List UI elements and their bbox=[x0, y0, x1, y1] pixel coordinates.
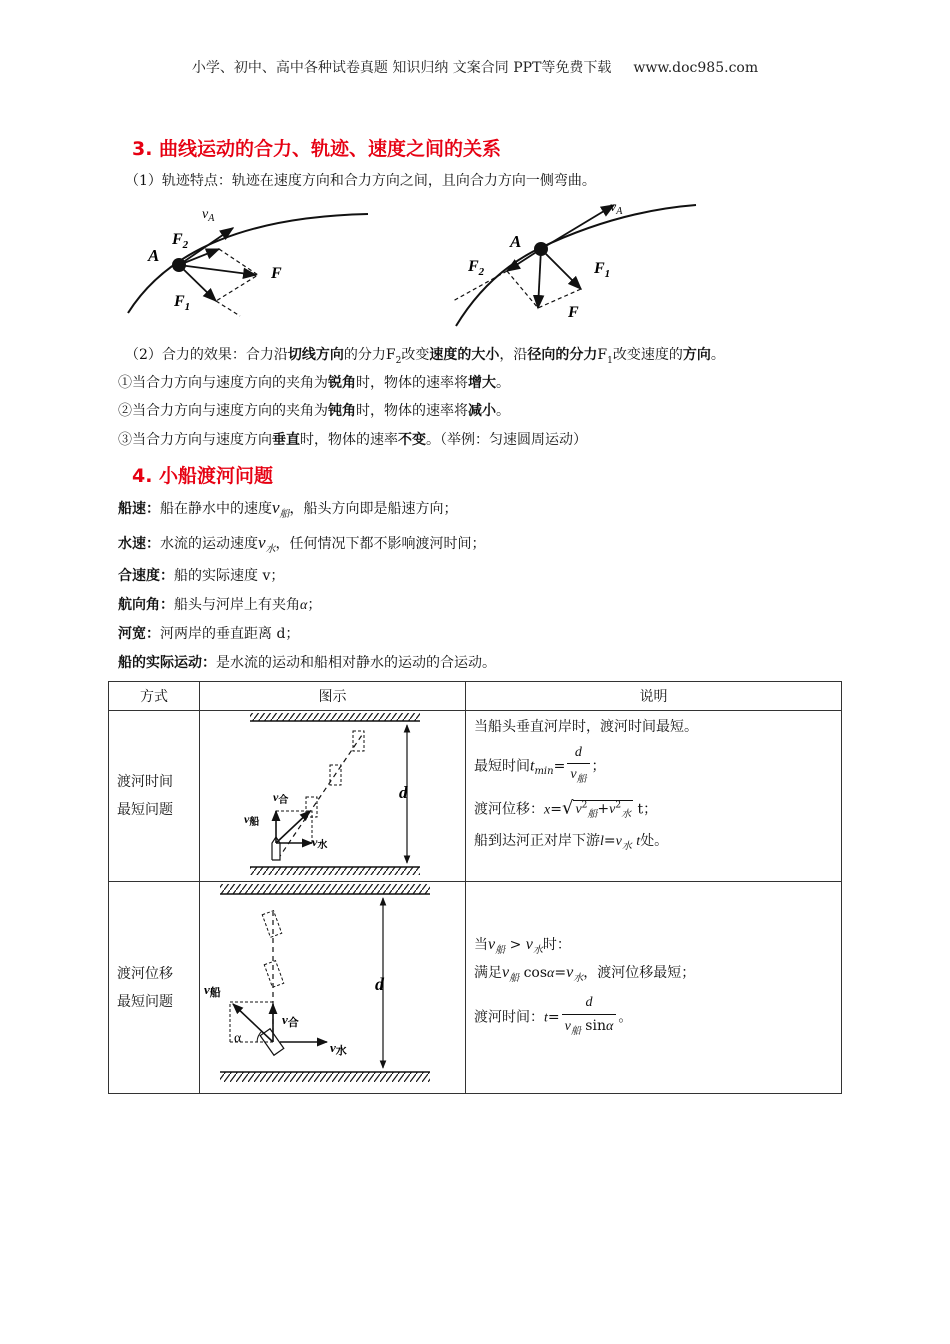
far-bank bbox=[250, 713, 420, 721]
section3-line1: ①当合力方向与速度方向的夹角为锐角时，物体的速率将增大。 bbox=[118, 375, 510, 391]
shortest-displacement-diagram bbox=[200, 882, 465, 1089]
def-river-width: 河宽：河两岸的垂直距离 d； bbox=[118, 626, 300, 642]
section3-p1: （1）轨迹特点：轨迹在速度方向和合力方向之间，且向合力方向一侧弯曲。 bbox=[125, 173, 596, 189]
figure-right bbox=[448, 193, 703, 328]
label-v-shui: v水 bbox=[312, 835, 328, 851]
def-water-speed: 水速：水流的运动速度$v_水$，任何情况下都不影响渡河时间； bbox=[118, 533, 486, 555]
river-crossing-table bbox=[108, 681, 842, 1094]
f2-arrow bbox=[507, 249, 541, 271]
near-bank bbox=[220, 1072, 430, 1082]
header-figure: 图示 bbox=[200, 682, 466, 711]
label-va: $v_A$ bbox=[610, 200, 623, 217]
label-a: A bbox=[148, 246, 160, 265]
label-v-he: v合 bbox=[273, 790, 289, 806]
label-f: F bbox=[568, 304, 579, 321]
label-f2: $F_2$ bbox=[468, 258, 485, 278]
label-f: F bbox=[271, 265, 282, 282]
header-explain: 说明 bbox=[466, 682, 842, 711]
label-v-shui: v水 bbox=[330, 1040, 347, 1057]
row2-figure bbox=[200, 882, 466, 1094]
row1-figure bbox=[200, 711, 466, 882]
f1-arrow bbox=[541, 249, 581, 289]
label-a: A bbox=[510, 232, 522, 251]
boat-ghost bbox=[264, 961, 283, 988]
label-f1: $F_1$ bbox=[174, 293, 191, 313]
label-f2: $F_2$ bbox=[172, 231, 189, 251]
label-va: $v_A$ bbox=[202, 207, 215, 224]
def-heading-angle: 航向角：船头与河岸上有夹角α； bbox=[118, 597, 322, 613]
def-resultant-speed: 合速度：船的实际速度 v； bbox=[118, 568, 285, 584]
normal-dashed bbox=[216, 301, 240, 316]
row2-mode: 渡河位移 最短问题 bbox=[109, 882, 200, 1094]
label-alpha: α bbox=[234, 1031, 242, 1046]
v-resultant-arrow bbox=[276, 811, 310, 843]
def-actual-motion: 船的实际运动：是水流的运动和船相对静水的运动的合运动。 bbox=[118, 655, 496, 671]
label-v-chuan: v船 bbox=[204, 982, 221, 999]
table-row bbox=[109, 882, 842, 1094]
trajectory-curve bbox=[128, 214, 368, 313]
near-bank bbox=[250, 867, 420, 875]
f-arrow bbox=[538, 249, 541, 308]
section3-line3: ③当合力方向与速度方向垂直时，物体的速率不变。（举例：匀速圆周运动） bbox=[118, 432, 587, 448]
header-text: 小学、初中、高中各种试卷真题 知识归纳 文案合同 PPT等免费下载 bbox=[191, 60, 612, 76]
section4-title: 4. 小船渡河问题 bbox=[132, 465, 274, 487]
table-row bbox=[109, 711, 842, 882]
header-site: www.doc985.com bbox=[633, 60, 759, 76]
label-d: d bbox=[375, 974, 384, 994]
row1-mode: 渡河时间 最短问题 bbox=[109, 711, 200, 882]
section3-line2: ②当合力方向与速度方向的夹角为钝角时，物体的速率将减小。 bbox=[118, 403, 510, 419]
page-header bbox=[0, 57, 950, 77]
shortest-time-diagram bbox=[200, 711, 465, 877]
figure-left bbox=[118, 198, 388, 323]
label-v-he: v合 bbox=[282, 1012, 299, 1029]
velocity-arrow bbox=[541, 205, 614, 249]
parallelogram-dashed bbox=[507, 271, 581, 308]
table-header-row bbox=[109, 682, 842, 711]
label-d: d bbox=[399, 783, 408, 802]
header-mode: 方式 bbox=[109, 682, 200, 711]
boat-ghost bbox=[353, 731, 364, 751]
section3-p2: （2）合力的效果：合力沿切线方向的分力$F_2$改变速度的大小，沿径向的分力$F_1$改变速度的方向。 bbox=[125, 347, 725, 366]
label-v-chuan: v船 bbox=[244, 812, 260, 828]
row2-explain: 当$v_船 > v_水$时： 满足$v_船$ $\cos\alpha=v_水$，渡河位移最短； 渡河时间：t= $\frac{d}{v_船 \sin\alpha}$ 。 bbox=[466, 882, 842, 1094]
row1-explain: 当船头垂直河岸时，渡河时间最短。 最短时间$t_{min}=$ $\frac{d}{v_船}$ ； 渡河位移：x=√ $v^2_船+v^2_水$ t； 船到达河正对岸下游$l=v_水$ t处。 bbox=[466, 711, 842, 882]
def-boat-speed: 船速：船在静水中的速度$v_船$，船头方向即是船速方向； bbox=[118, 498, 458, 520]
boat-ghost bbox=[262, 911, 281, 938]
label-f1: $F_1$ bbox=[594, 260, 611, 280]
section3-title: 3. 曲线运动的合力、轨迹、速度之间的关系 bbox=[132, 138, 502, 160]
far-bank bbox=[220, 884, 430, 894]
